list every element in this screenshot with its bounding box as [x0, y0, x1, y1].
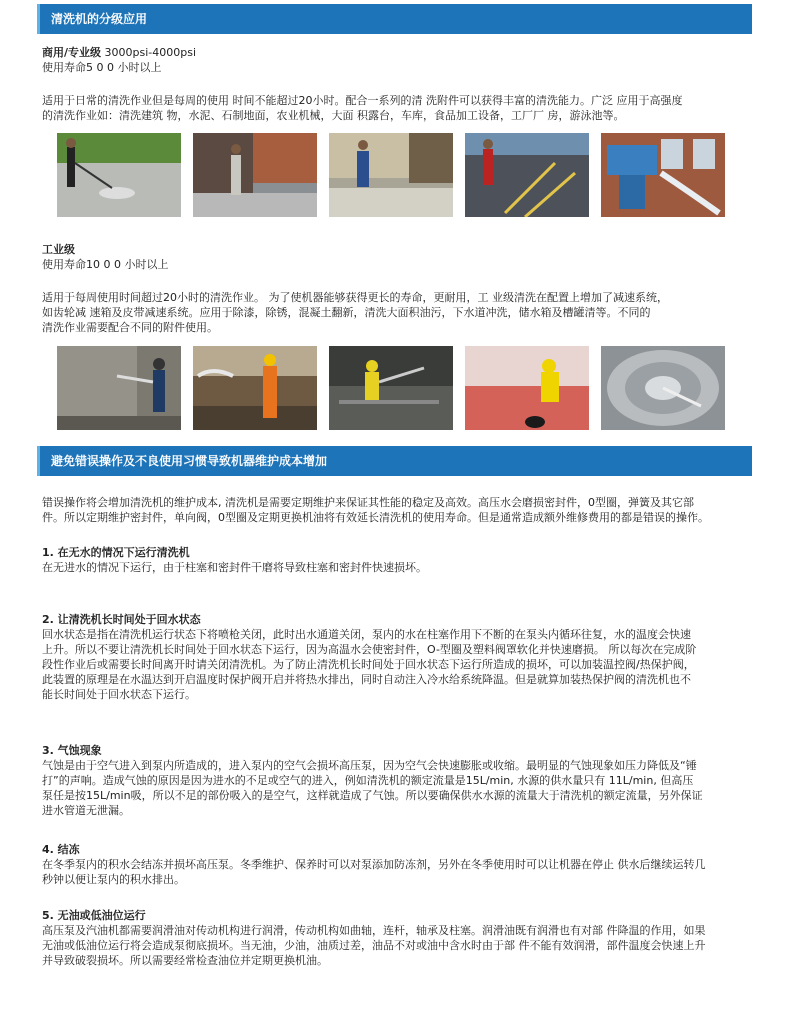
- desc-line: 适用于日常的清洗作业但是每周的使用 时间不能超过20小时。配合一系列的清 洗附件可以获得丰富的清洗能力。广泛 应用于高强度: [42, 94, 683, 107]
- commercial-description: [42, 93, 750, 123]
- paint-removal-photo: [57, 346, 181, 430]
- tank-cleaning-photo: [601, 346, 725, 430]
- item-line: 段性作业后或需要长时间离开时请关闭清洗机。为了防止清洗机长时间处于回水状态下运行所造成的损坏，可以加装温控阀/热保护阀，: [42, 658, 695, 671]
- item-line: 并导致破裂损坏。所以需要经常检查油位并定期更换机油。: [42, 954, 328, 967]
- commercial-grade-block: [42, 45, 750, 75]
- item-title: 1. 在无水的情况下运行清洗机: [42, 546, 190, 559]
- building-facade-photo: [601, 133, 725, 217]
- maintenance-intro: [42, 495, 750, 525]
- section-title: 清洗机的分级应用: [51, 12, 148, 26]
- industrial-life: 使用寿命10 0 0 小时以上: [42, 258, 169, 271]
- section-header-maintenance: [37, 446, 752, 476]
- item-line: 无油或低油位运行将会造成泵彻底损坏。当无油，少油，油质过差，油品不对或油中含水时由于部 件不能有效润滑，部件温度会快速上升: [42, 939, 706, 952]
- intro-line: 件。所以定期维护密封件，单向阀，0型圈及定期更换机油将有效延长清洗机的使用寿命。但是通常造成额外维修费用的都是错误的操作。: [42, 511, 709, 524]
- rust-removal-photo: [193, 346, 317, 430]
- item-low-oil: [42, 908, 750, 968]
- item-line: 泵任是按15L/min吸，所以不足的部份吸入的是空气，这样就造成了气蚀。所以要确保供水水源的流量大于清洗机的额定流量，另外保证: [42, 789, 703, 802]
- desc-line: 的清洗作业如：清洗建筑 物，水泥、石制地面，农业机械，大面 积露台，车库，食品加工设备，工厂厂 房，游泳池等。: [42, 109, 625, 122]
- item-bypass-state: [42, 612, 750, 702]
- item-freezing: [42, 842, 750, 887]
- desc-line: 如齿轮减 速箱及皮带减速系统。应用于除漆，除锈，混凝土翻新，清洗大面积油污，下水道冲洗，储水箱及槽罐清等。不同的: [42, 306, 651, 319]
- commercial-photo-row: [57, 133, 725, 217]
- commercial-life: 使用寿命5 0 0 小时以上: [42, 61, 162, 74]
- item-line: 回水状态是指在清洗机运行状态下将喷枪关闭，此时出水通道关闭，泵内的水在柱塞作用下不断的在泵头内循环往复，水的温度会快速: [42, 628, 691, 641]
- industrial-photo-row: [57, 346, 725, 430]
- section-title: 避免错误操作及不良使用习惯导致机器维护成本增加: [51, 454, 328, 468]
- industrial-grade-block: [42, 242, 750, 272]
- item-title: 2. 让清洗机长时间处于回水状态: [42, 613, 201, 626]
- commercial-label: 商用/专业级: [42, 46, 102, 59]
- wall-washing-photo: [193, 133, 317, 217]
- header-accent: [37, 4, 40, 34]
- item-line: 打”的声响。造成气蚀的原因是因为进水的不足或空气的进入，例如清洗机的额定流量是15L/min, 水源的供水量只有 11L/min, 但高压: [42, 774, 694, 787]
- industrial-description: [42, 290, 750, 335]
- item-line: 上升。所以不要让清洗机长时间处于回水状态下运行，因为高温水会使密封件，O-型圈及塑料阀罩软化并快速磨损。 所以每次在完成阶: [42, 643, 697, 656]
- desc-line: 清洗作业需要配合不同的附件使用。: [42, 321, 218, 334]
- yard-cleaning-photo: [329, 133, 453, 217]
- item-line: 在冬季泵内的积水会结冻并损坏高压泵。冬季维护、保养时可以对泵添加防冻剂，另外在冬季使用时可以让机器在停止 供水后继续运转几: [42, 858, 706, 871]
- item-line: 此装置的原理是在水温达到开启温度时保护阀开启并将热水排出，同时自动注入冷水给系统降温。但是就算加装热保护阀的清洗机也不: [42, 673, 691, 686]
- item-line: 进水管道无泄漏。: [42, 804, 130, 817]
- desc-line: 适用于每周使用时间超过20小时的清洗作业。 为了使机器能够获得更长的寿命，更耐用，工 业级清洗在配置上增加了减速系统，: [42, 291, 668, 304]
- surface-cleaner-photo: [57, 133, 181, 217]
- item-cavitation: [42, 743, 750, 818]
- item-title: 3. 气蚀现象: [42, 744, 102, 757]
- commercial-label-line: [42, 45, 750, 60]
- item-line: 秒钟以便让泵内的积水排出。: [42, 873, 185, 886]
- industrial-label: 工业级: [42, 243, 75, 256]
- parking-lot-photo: [465, 133, 589, 217]
- item-line: 在无进水的情况下运行，由于柱塞和密封件干磨将导致柱塞和密封件快速损坏。: [42, 561, 427, 574]
- item-no-water: [42, 545, 750, 575]
- item-title: 5. 无油或低油位运行: [42, 909, 146, 922]
- commercial-pressure: 3000psi-4000psi: [101, 46, 197, 59]
- section-header-grading: [37, 4, 752, 34]
- item-line: 能长时间处于回水状态下运行。: [42, 688, 196, 701]
- header-accent: [37, 446, 40, 476]
- concrete-renewal-photo: [329, 346, 453, 430]
- item-title: 4. 结冻: [42, 843, 80, 856]
- item-line: 高压泵及汽油机都需要润滑油对传动机构进行润滑，传动机构如曲轴，连杆，轴承及柱塞。润滑油既有润滑也有对部 件降温的作用，如果: [42, 924, 706, 937]
- oil-cleaning-photo: [465, 346, 589, 430]
- intro-line: 错误操作将会增加清洗机的维护成本, 清洗机是需要定期维护来保证其性能的稳定及高效。高压水会磨损密封件，0型圈，弹簧及其它部: [42, 496, 694, 509]
- item-line: 气蚀是由于空气进入到泵内所造成的，进入泵内的空气会损坏高压泵，因为空气会快速膨胀或收缩。最明显的气蚀现象如压力降低及“锤: [42, 759, 697, 772]
